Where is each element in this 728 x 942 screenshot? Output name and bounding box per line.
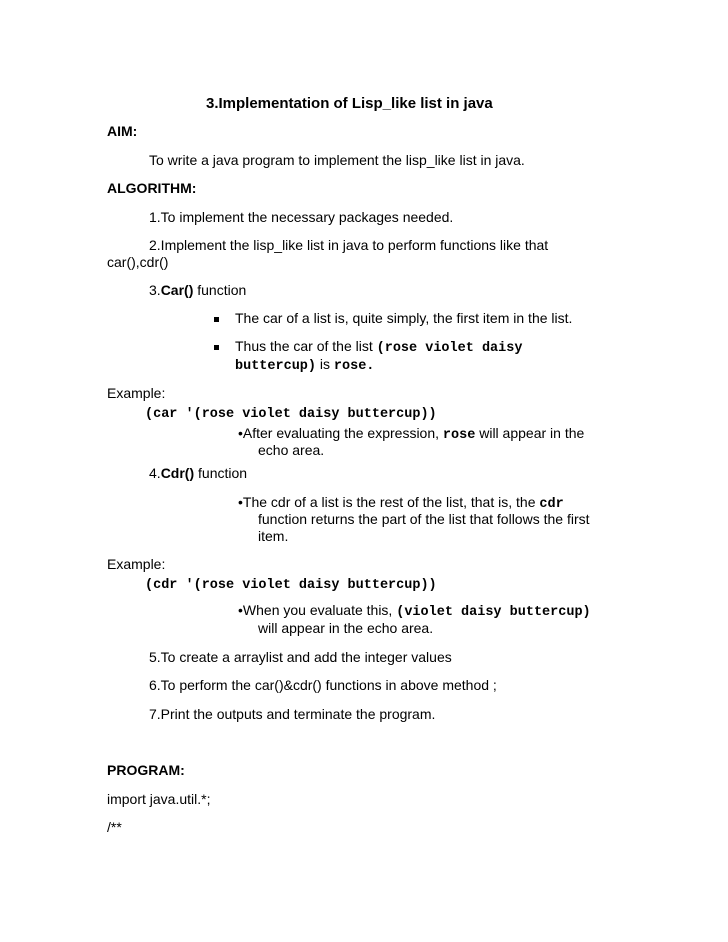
page-title: 3.Implementation of Lisp_like list in java: [206, 95, 493, 112]
algorithm-step-5: 5.To create a arraylist and add the integer values: [149, 649, 452, 665]
algorithm-step-2-line-1: 2.Implement the lisp_like list in java to perform functions like that: [149, 237, 549, 253]
step-4-function-name: Cdr(): [160, 465, 195, 481]
aim-heading: AIM:: [107, 123, 138, 139]
example-2-note-line-1: [238, 602, 591, 621]
step-3-function-name: Car(): [160, 282, 194, 298]
algorithm-heading: ALGORITHM:: [107, 180, 197, 196]
bullet-dot-icon: •: [238, 602, 243, 618]
car-bullet-2-prefix: Thus the car of the list: [235, 338, 377, 354]
algorithm-step-7: 7.Print the outputs and terminate the program.: [149, 706, 436, 722]
example-2-code: (cdr '(rose violet daisy buttercup)): [145, 578, 437, 593]
step-4-number: 4.: [149, 465, 161, 481]
algorithm-step-2-line-2: car(),cdr(): [107, 254, 169, 270]
car-bullet-2-result: rose.: [333, 359, 375, 374]
example-2-label: Example:: [107, 556, 166, 572]
cdr-note-code: cdr: [539, 497, 564, 512]
car-bullet-2-code: (rose violet daisy: [376, 341, 523, 356]
algorithm-step-6: 6.To perform the car()&cdr() functions in above method ;: [149, 677, 497, 693]
car-bullet-1-text: The car of a list is, quite simply, the first item in the list.: [235, 310, 573, 326]
algorithm-step-4: [149, 465, 247, 482]
step-3-number: 3.: [149, 282, 161, 298]
car-bullet-2-code-cont: buttercup): [235, 359, 317, 374]
example-1-code: (car '(rose violet daisy buttercup)): [145, 407, 437, 422]
example-1-note-prefix: After evaluating the expression,: [242, 425, 443, 441]
example-2-note-prefix: When you evaluate this,: [242, 602, 397, 618]
example-2-note-code: (violet daisy buttercup): [396, 605, 591, 620]
car-bullet-2-is: is: [316, 356, 334, 372]
step-4-suffix: function: [194, 465, 248, 481]
cdr-note-line-2: function returns the part of the list that follows the first: [258, 511, 590, 527]
example-1-note-code: rose: [442, 428, 476, 443]
example-1-note-line-2: echo area.: [258, 442, 325, 458]
bullet-dot-icon: •: [238, 494, 243, 510]
cdr-note-prefix: The cdr of a list is the rest of the list, that is, the: [242, 494, 540, 510]
program-heading: PROGRAM:: [107, 762, 185, 778]
square-bullet-icon: [214, 317, 219, 322]
car-bullet-1: [214, 310, 219, 327]
step-3-suffix: function: [193, 282, 247, 298]
car-bullet-2-line-2: [235, 356, 374, 375]
car-bullet-2-line-1: [235, 338, 522, 357]
example-2-note-line-2: will appear in the echo area.: [258, 620, 434, 636]
square-bullet-icon: [214, 345, 219, 350]
example-1-note-suffix: will appear in the: [475, 425, 585, 441]
aim-text: To write a java program to implement the lisp_like list in java.: [149, 152, 525, 168]
algorithm-step-1: 1.To implement the necessary packages needed.: [149, 209, 454, 225]
bullet-dot-icon: •: [238, 425, 243, 441]
algorithm-step-3: [149, 282, 246, 299]
car-bullet-2: [214, 338, 219, 355]
example-1-label: Example:: [107, 385, 166, 401]
cdr-note-line-3: item.: [258, 528, 289, 544]
program-line-2: /**: [107, 819, 122, 835]
program-line-1: import java.util.*;: [107, 791, 211, 807]
